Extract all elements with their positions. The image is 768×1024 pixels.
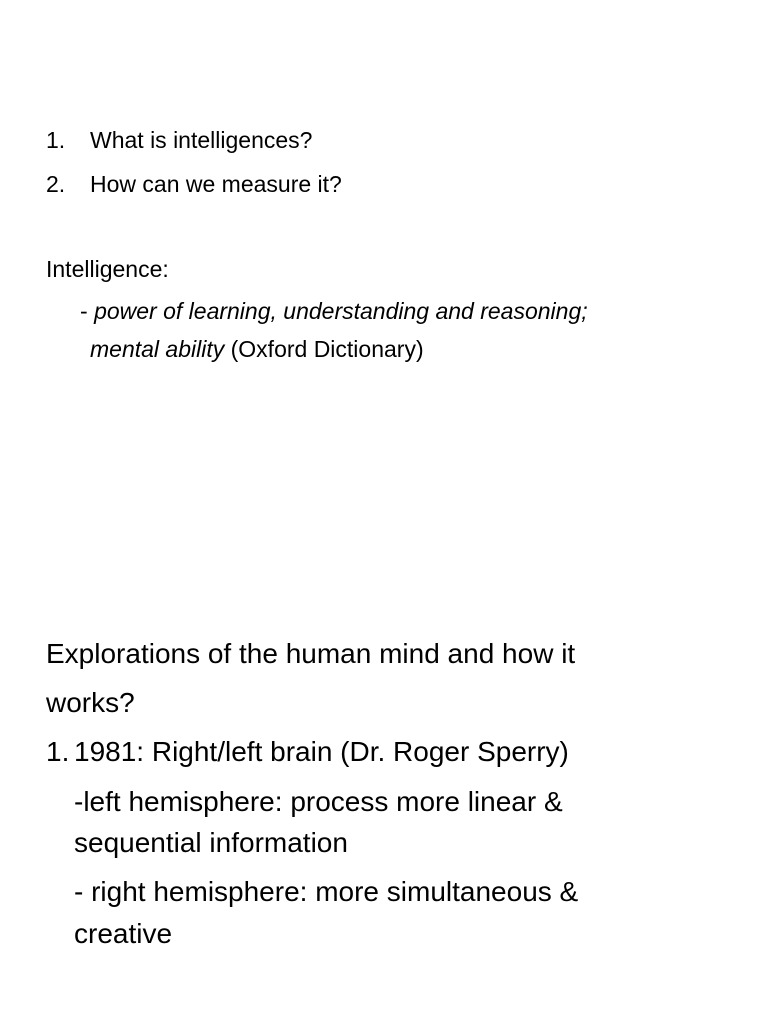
explorations-intro-line-2: works?	[46, 687, 135, 718]
right-hemisphere-line-2: creative	[74, 918, 173, 949]
right-hemisphere-line-1: - right hemisphere: more simultaneous &	[74, 876, 579, 907]
definition-line-1	[80, 297, 588, 325]
definition-heading: Intelligence:	[46, 256, 169, 282]
left-hemisphere-line-1: -left hemisphere: process more linear &	[74, 786, 563, 817]
question-2-number: 2.	[46, 171, 66, 197]
question-1-text: What is intelligences?	[90, 127, 313, 153]
explorations-intro-line-1: Explorations of the human mind and how it	[46, 638, 576, 669]
question-1-number: 1.	[46, 127, 66, 153]
explorations-item-text: 1981: Right/left brain (Dr. Roger Sperry)	[74, 736, 569, 767]
definition-italic-2: mental ability	[90, 336, 225, 362]
definition-italic-1: power of learning, understanding and reasoning;	[94, 298, 588, 324]
definition-source: (Oxford Dictionary)	[224, 336, 424, 362]
explorations-item-number: 1.	[46, 736, 70, 767]
definition-dash: -	[80, 298, 95, 324]
definition-line-2	[90, 335, 424, 363]
left-hemisphere-line-2: sequential information	[74, 827, 348, 858]
question-2-text: How can we measure it?	[90, 171, 342, 197]
